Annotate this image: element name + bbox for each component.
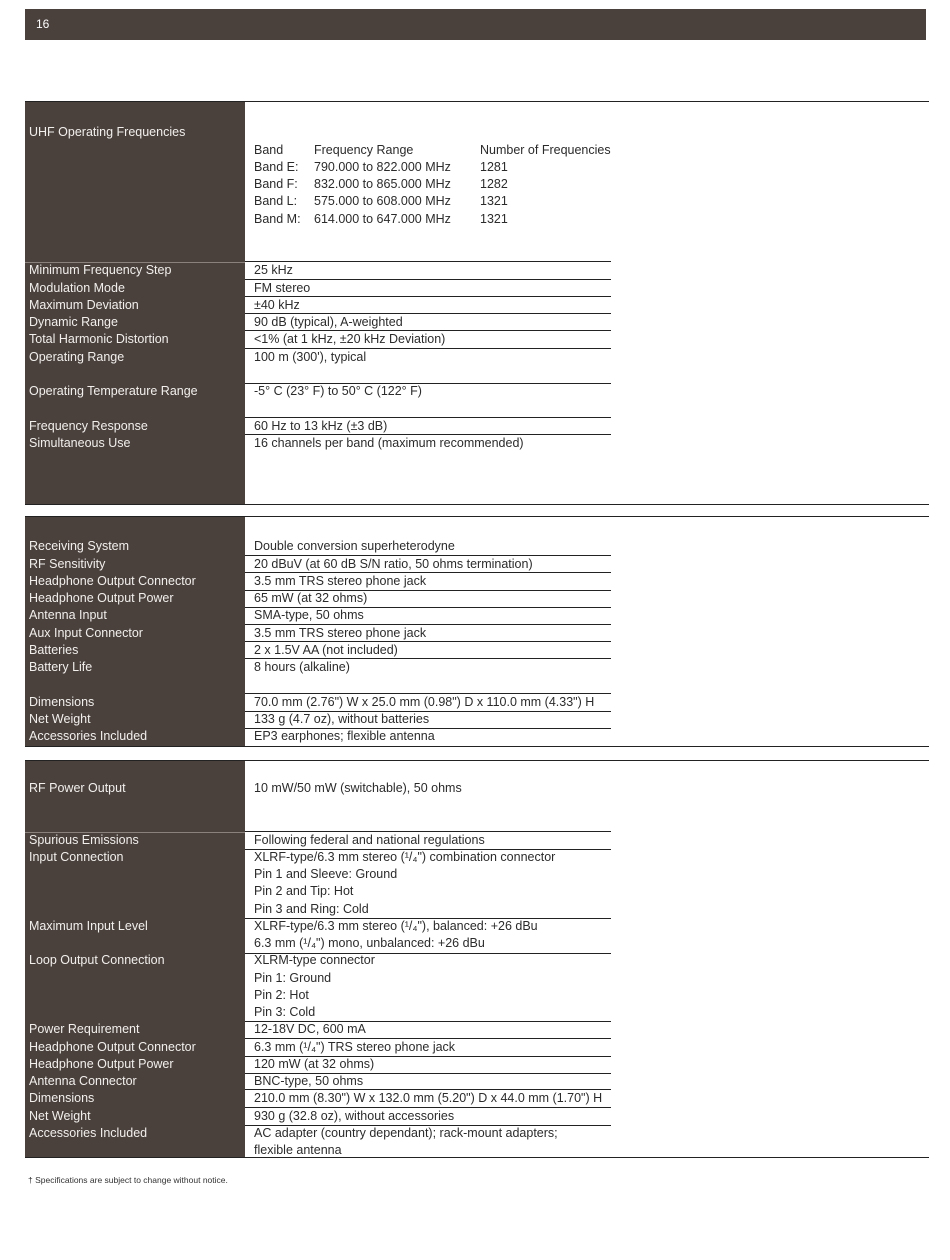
band-count: 1282	[480, 177, 508, 191]
spec-value: 100 m (300'), typical	[254, 350, 367, 364]
band-range: 575.000 to 608.000 MHz	[314, 194, 451, 208]
spec-label: Accessories Included	[29, 1126, 148, 1140]
spec-value: BNC-type, 50 ohms	[254, 1074, 364, 1088]
band-name: Band F:	[254, 177, 298, 191]
band-count: 1281	[480, 160, 508, 174]
value-rule	[245, 831, 611, 832]
spec-value: XLRM-type connector	[254, 953, 375, 967]
spec-label: Dynamic Range	[29, 315, 118, 329]
spec-label: Spurious Emissions	[29, 833, 139, 847]
spec-label: Receiving System	[29, 539, 130, 553]
spec-label: Antenna Connector	[29, 1074, 137, 1088]
spec-label: Maximum Input Level	[29, 919, 148, 933]
section-bottom-rule	[25, 504, 929, 505]
spec-label: UHF Operating Frequencies	[29, 125, 186, 139]
band-header: Band	[254, 143, 284, 157]
spec-value: 120 mW (at 32 ohms)	[254, 1057, 375, 1071]
spec-value: 65 mW (at 32 ohms)	[254, 591, 368, 605]
spec-label: Accessories Included	[29, 729, 148, 743]
spec-label: Operating Temperature Range	[29, 384, 198, 398]
spec-value: 6.3 mm (¹/₄") mono, unbalanced: +26 dBu	[254, 936, 485, 950]
spec-value: AC adapter (country dependant); rack-mount adapters;	[254, 1126, 558, 1140]
spec-label: Headphone Output Power	[29, 1057, 174, 1071]
spec-label: RF Power Output	[29, 781, 126, 795]
band-range: 614.000 to 647.000 MHz	[314, 212, 451, 226]
band-count: 1321	[480, 212, 508, 226]
spec-value: Following federal and national regulations	[254, 833, 485, 847]
spec-label: Headphone Output Connector	[29, 1040, 196, 1054]
spec-value: Pin 2 and Tip: Hot	[254, 884, 354, 898]
spec-value: 8 hours (alkaline)	[254, 660, 350, 674]
section-bottom-rule	[25, 1157, 929, 1158]
spec-label: Dimensions	[29, 695, 95, 709]
section-bottom-rule	[25, 746, 929, 747]
spec-label: Net Weight	[29, 1109, 91, 1123]
spec-label: Simultaneous Use	[29, 436, 131, 450]
spec-value: 2 x 1.5V AA (not included)	[254, 643, 398, 657]
spec-label: Net Weight	[29, 712, 91, 726]
spec-label: Aux Input Connector	[29, 626, 143, 640]
footnote: † Specifications are subject to change without notice.	[28, 1175, 228, 1185]
spec-value: ±40 kHz	[254, 298, 300, 312]
spec-value: Pin 1: Ground	[254, 971, 332, 985]
spec-label: Loop Output Connection	[29, 953, 165, 967]
band-name: Band M:	[254, 212, 301, 226]
spec-label: Battery Life	[29, 660, 93, 674]
spec-label: Frequency Response	[29, 419, 148, 433]
spec-value: Pin 2: Hot	[254, 988, 309, 1002]
spec-value: XLRF-type/6.3 mm stereo (¹/₄") combination connector	[254, 850, 556, 864]
spec-value: 60 Hz to 13 kHz (±3 dB)	[254, 419, 388, 433]
spec-value: Pin 3 and Ring: Cold	[254, 902, 369, 916]
spec-label: RF Sensitivity	[29, 557, 106, 571]
spec-label: Headphone Output Power	[29, 591, 174, 605]
spec-value: 25 kHz	[254, 263, 293, 277]
band-name: Band L:	[254, 194, 298, 208]
band-count: 1321	[480, 194, 508, 208]
spec-value: 210.0 mm (8.30") W x 132.0 mm (5.20") D x 44.0 mm (1.70") H	[254, 1091, 603, 1105]
page-header-bar	[25, 9, 926, 40]
spec-value: Pin 3: Cold	[254, 1005, 316, 1019]
range-header: Frequency Range	[314, 143, 414, 157]
spec-value: 12-18V DC, 600 mA	[254, 1022, 366, 1036]
spec-label: Maximum Deviation	[29, 298, 139, 312]
spec-value: 90 dB (typical), A-weighted	[254, 315, 403, 329]
spec-value: Double conversion superheterodyne	[254, 539, 455, 553]
spec-label: Antenna Input	[29, 608, 107, 622]
page-number: 16	[36, 17, 50, 31]
spec-value: 133 g (4.7 oz), without batteries	[254, 712, 430, 726]
spec-value: 3.5 mm TRS stereo phone jack	[254, 574, 427, 588]
spec-value: EP3 earphones; flexible antenna	[254, 729, 435, 743]
spec-label: Input Connection	[29, 850, 124, 864]
spec-value: 20 dBuV (at 60 dB S/N ratio, 50 ohms termination)	[254, 557, 533, 571]
count-header: Number of Frequencies	[480, 143, 611, 157]
spec-value: 3.5 mm TRS stereo phone jack	[254, 626, 427, 640]
spec-value: 70.0 mm (2.76") W x 25.0 mm (0.98") D x 110.0 mm (4.33") H	[254, 695, 595, 709]
spec-value: 6.3 mm (¹/₄") TRS stereo phone jack	[254, 1040, 456, 1054]
spec-value: XLRF-type/6.3 mm stereo (¹/₄"), balanced: +26 dBu	[254, 919, 538, 933]
spec-label: Dimensions	[29, 1091, 95, 1105]
band-range: 832.000 to 865.000 MHz	[314, 177, 451, 191]
spec-label: Batteries	[29, 643, 79, 657]
spec-value: 16 channels per band (maximum recommended)	[254, 436, 524, 450]
spec-value: FM stereo	[254, 281, 311, 295]
spec-label: Total Harmonic Distortion	[29, 332, 169, 346]
band-name: Band E:	[254, 160, 299, 174]
spec-value: -5° C (23° F) to 50° C (122° F)	[254, 384, 422, 398]
spec-label: Modulation Mode	[29, 281, 125, 295]
spec-value: flexible antenna	[254, 1143, 342, 1157]
spec-label: Operating Range	[29, 350, 125, 364]
spec-value: 10 mW/50 mW (switchable), 50 ohms	[254, 781, 462, 795]
value-rule	[245, 261, 611, 262]
band-range: 790.000 to 822.000 MHz	[314, 160, 451, 174]
spec-value: Pin 1 and Sleeve: Ground	[254, 867, 398, 881]
spec-value: 930 g (32.8 oz), without accessories	[254, 1109, 455, 1123]
spec-label: Minimum Frequency Step	[29, 263, 172, 277]
spec-value: SMA-type, 50 ohms	[254, 608, 364, 622]
spec-value: <1% (at 1 kHz, ±20 kHz Deviation)	[254, 332, 446, 346]
spec-label: Power Requirement	[29, 1022, 140, 1036]
spec-label: Headphone Output Connector	[29, 574, 196, 588]
